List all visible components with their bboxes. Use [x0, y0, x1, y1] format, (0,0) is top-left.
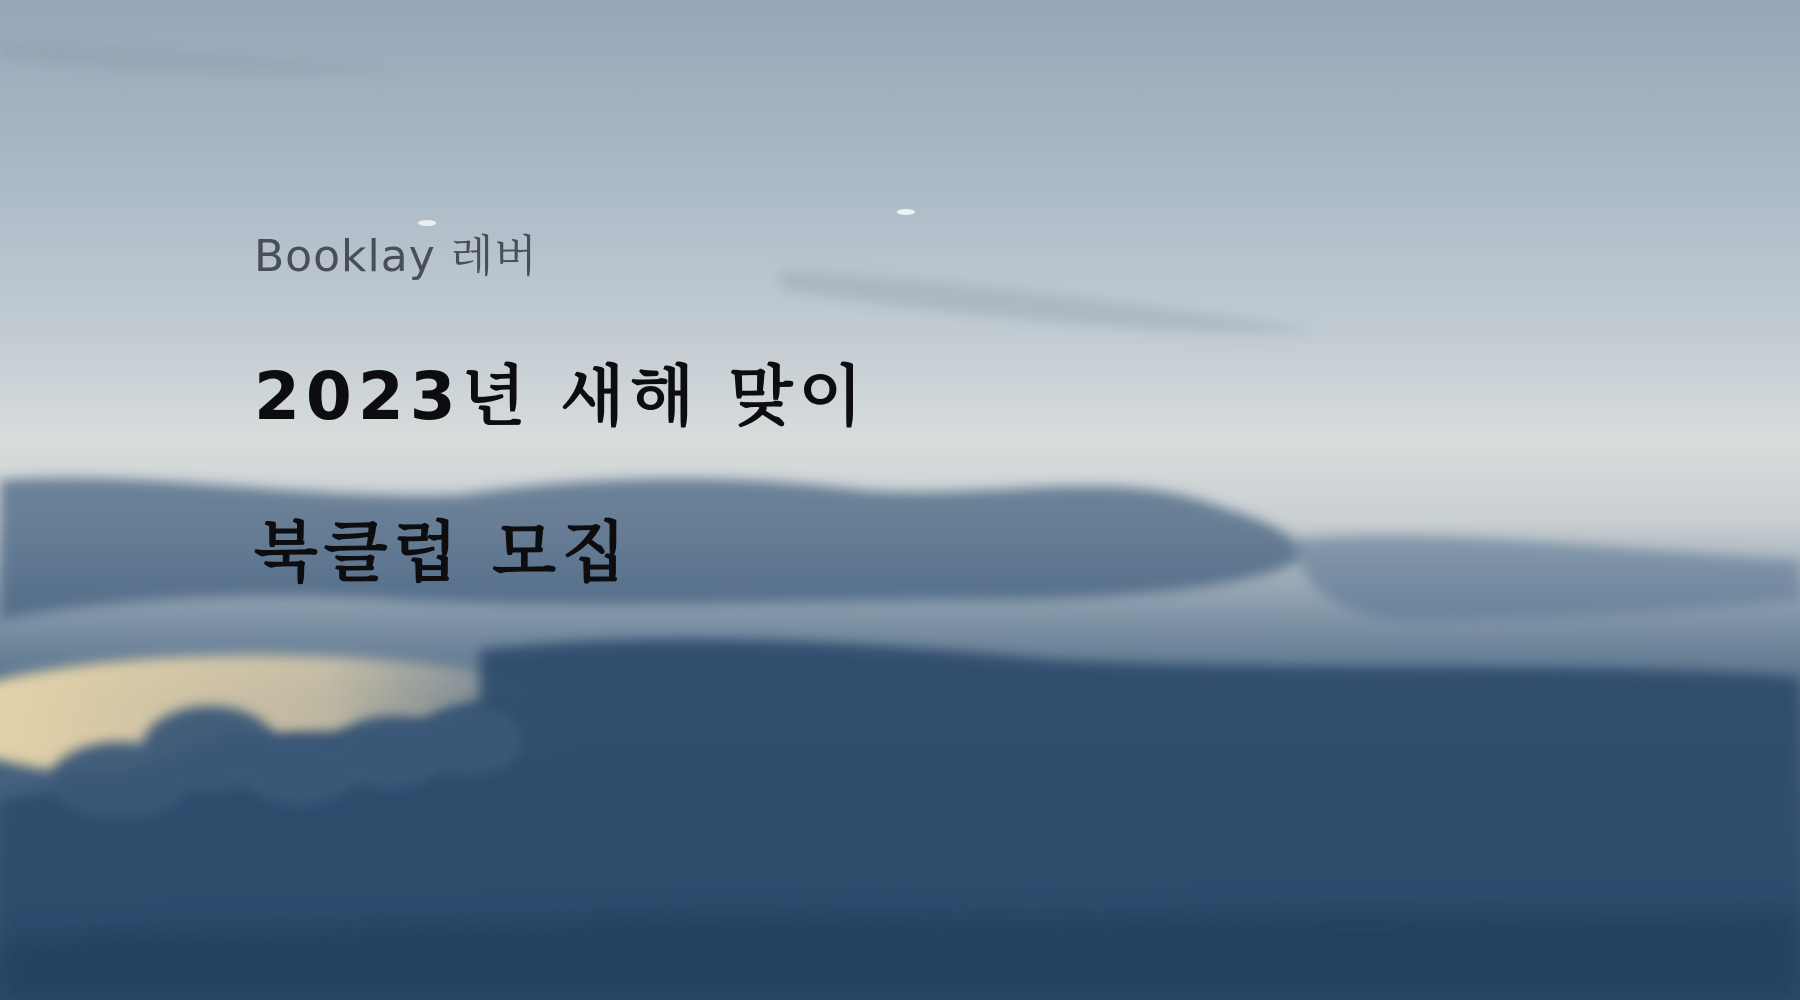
headline-line-2: 북클럽 모집	[254, 514, 632, 591]
wispy-cloud	[0, 40, 400, 74]
light-speck	[897, 209, 915, 215]
headline-line-1: 2023년 새해 맞이	[254, 358, 869, 435]
cloud-band	[1290, 536, 1800, 620]
banner-text	[254, 222, 1154, 598]
brand-label: Booklay 레버	[254, 231, 538, 282]
